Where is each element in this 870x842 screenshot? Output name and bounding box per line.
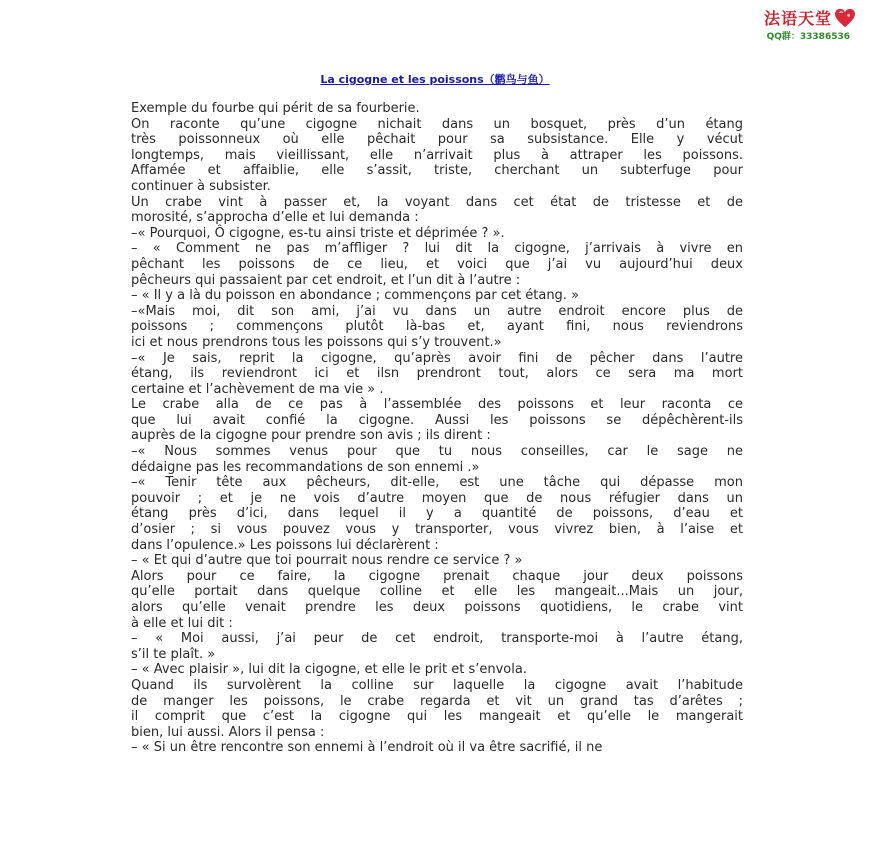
text-line: pêcheurs qui passaient par cet endroit, et l’un dit à l’autre : [131,272,521,288]
text-line: pouvoir ; et je ne vois d’autre moyen que de nous réfugier dans un [131,490,743,506]
text-line: bien, lui aussi. Alors il pensa : [131,724,325,740]
text-line: il comprit que c’est la cigogne qui les mangeait et qu’elle le mangerait [131,709,743,725]
text-line: étang près d’ici, dans lequel il y a quantité de poissons, d’eau et [131,506,743,522]
text-line: Exemple du fourbe qui périt de sa fourberie. [131,101,420,116]
heart-icon [834,8,856,28]
text-line: ici et nous prendrons tous les poissons qui s’y trouvent.» [131,334,502,350]
text-line: étang, ils reviendront ici et ilsn prendront tout, alors ce sera ma mort [131,366,743,382]
document-title: La cigogne et les poissons（鹳鸟与鱼） [320,73,550,86]
text-line: – « Moi aussi, j’ai peur de cet endroit, transporte-moi à l’autre étang, [131,631,743,647]
logo-qq-number: QQ群：33386536 [766,32,850,42]
text-line: d’osier ; si vous pouvez vous y transporter, vous vivrez bien, à l’aise et [131,522,743,538]
text-line: poissons ; commençons plutôt là-bas et, ayant fini, nous reviendrons [131,319,743,335]
text-line: Affamée et affaiblie, elle s’assit, triste, cherchant un subterfuge pour [131,163,743,179]
text-line: de manger les poissons, le crabe regarda et vit un grand tas d’arêtes ; [131,693,743,709]
logo-title: 法语天堂 [763,9,832,28]
document-body [131,101,743,756]
text-line: On raconte qu’une cigogne nichait dans un bosquet, près d’un étang [131,116,743,132]
text-line: qu’elle portait dans quelque colline et elle les mangeait...Mais un jour, [131,584,743,600]
text-line: continuer à subsister. [131,178,271,194]
text-line: très poissonneux où elle pêchait pour sa subsistance. Elle y vécut [131,132,743,148]
text-line: Quand ils survolèrent la colline sur laquelle la cigogne avait l’habitude [131,677,743,693]
text-line: –« Pourquoi, Ô cigogne, es-tu ainsi triste et déprimée ? ». [131,225,505,241]
text-line: –« Tenir tête aux pêcheurs, dit-elle, est une tâche qui dépasse mon [131,475,743,491]
text-line: –«Mais moi, dit son ami, j’ai vu dans un autre endroit encore plus de [131,303,743,319]
text-line: alors qu’elle venait prendre les deux poissons quotidiens, le crabe vint [131,600,743,615]
text-line: – « Si un être rencontre son ennemi à l’endroit où il va être sacrifié, il ne [131,740,603,756]
text-line: –« Nous sommes venus pour que tu nous conseilles, car le sage ne [131,444,743,460]
text-line: – « Comment ne pas m’affliger ? lui dit la cigogne, j’arrivais à vivre en [131,241,743,257]
text-line: – « Et qui d’autre que toi pourrait nous rendre ce service ? » [131,553,523,569]
logo-row [726,6,856,29]
text-line: à elle et lui dit : [131,615,233,631]
text-line: dans l’opulence.» Les poissons lui déclarèrent : [131,537,439,553]
text-line: – « Il y a là du poisson en abondance ; commençons par cet étang. » [131,288,580,304]
text-line: pêchant les poissons de ce lieu, et voici que j’ai vu aujourd’hui deux [131,256,743,272]
text-line: Un crabe vint à passer et, la voyant dans cet état de tristesse et de [131,194,743,210]
text-line: longtemps, mais vieillissant, elle n’arrivait plus à attraper les poissons. [131,147,743,163]
text-line: – « Avec plaisir », lui dit la cigogne, et elle le prit et s’envola. [131,662,527,678]
text-line: morosité, s’approcha d’elle et lui demanda : [131,210,419,226]
site-logo [726,6,856,42]
text-line: s’il te plaît. » [131,646,216,662]
text-line: dédaigne pas les recommandations de son ennemi .» [131,459,480,475]
text-line: Alors pour ce faire, la cigogne prenait chaque jour deux poissons [131,568,743,584]
text-line: –« Je sais, reprit la cigogne, qu’après avoir fini de pêcher dans l’autre [131,350,743,366]
text-line: certaine et l’achèvement de ma vie » . [131,381,384,397]
text-line: auprès de la cigogne pour prendre son avis ; ils dirent : [131,428,491,444]
text-line: Le crabe alla de ce pas à l’assemblée des poissons et leur raconta ce [131,397,743,413]
text-line: que lui avait confié la cigogne. Aussi les poissons se dépêchèrent-ils [131,412,743,428]
